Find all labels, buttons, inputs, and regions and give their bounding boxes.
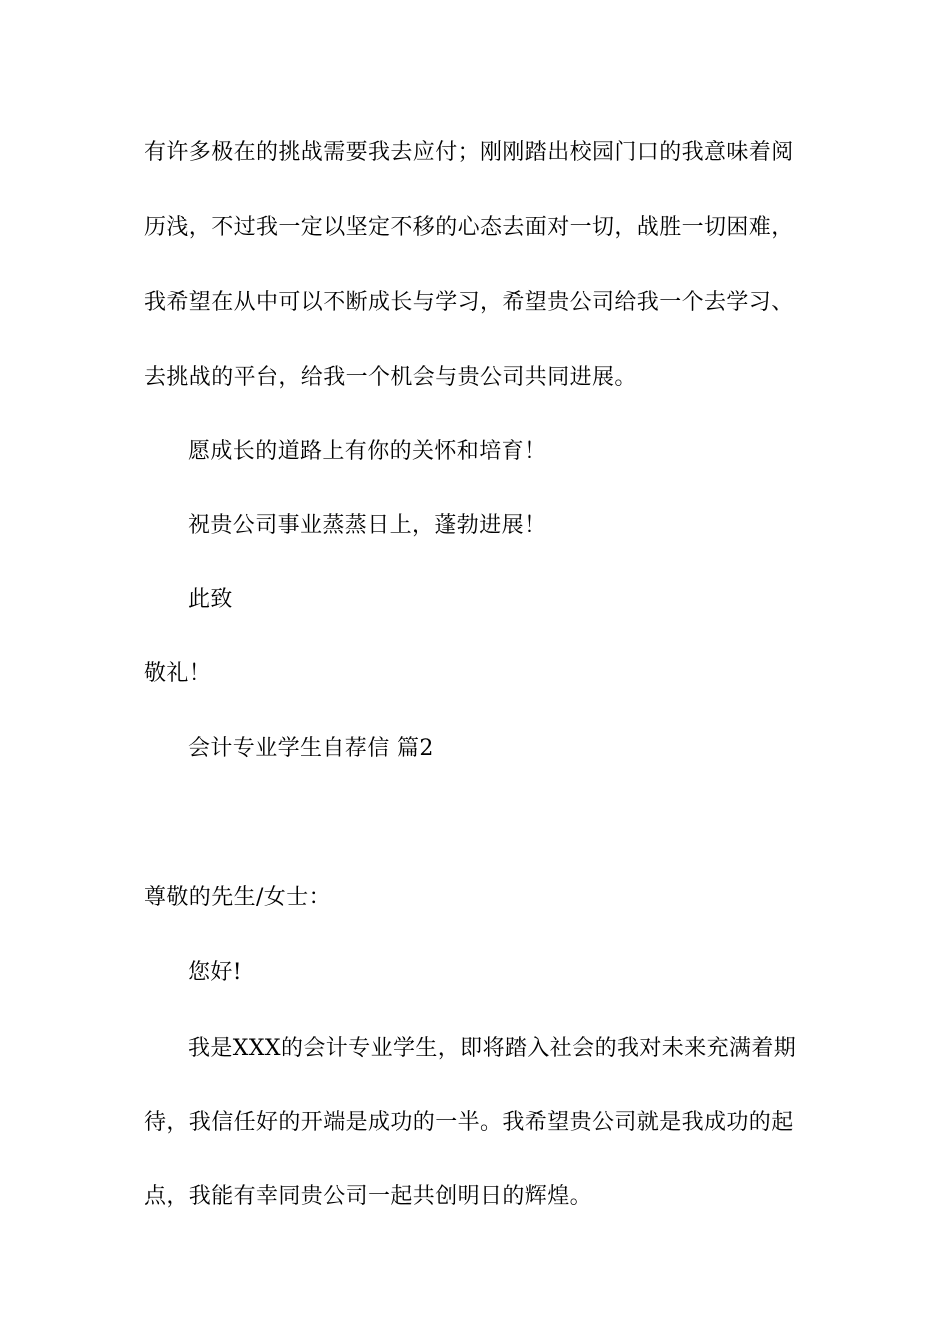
closing-salutation: 此致 [188,587,233,612]
paragraph-line: 点，我能有幸同贵公司一起共创明日的辉煌。 [144,1184,593,1209]
paragraph-line: 有许多极在的挑战需要我去应付；刚刚踏出校园门口的我意味着阅 [144,140,794,165]
greeting-hello: 您好! [188,960,243,985]
paragraph-line: 去挑战的平台，给我一个机会与贵公司共同进展。 [144,365,637,390]
wish-line: 愿成长的道路上有你的关怀和培育！ [188,439,547,464]
greeting-line: 尊敬的先生/女士： [144,885,332,910]
wish-line: 祝贵公司事业蒸蒸日上，蓬勃进展！ [188,513,547,538]
paragraph-line: 待，我信任好的开端是成功的一半。我希望贵公司就是我成功的起 [144,1110,794,1135]
section-heading: 会计专业学生自荐信 篇2 [188,736,434,761]
closing-regards: 敬礼！ [144,661,212,686]
paragraph-line: 历浅，不过我一定以坚定不移的心态去面对一切，战胜一切困难， [144,215,794,240]
paragraph-line: 我希望在从中可以不断成长与学习，希望贵公司给我一个去学习、 [144,290,794,315]
paragraph-line: 我是XXX的会计专业学生，即将踏入社会的我对未来充满着期 [188,1036,797,1061]
